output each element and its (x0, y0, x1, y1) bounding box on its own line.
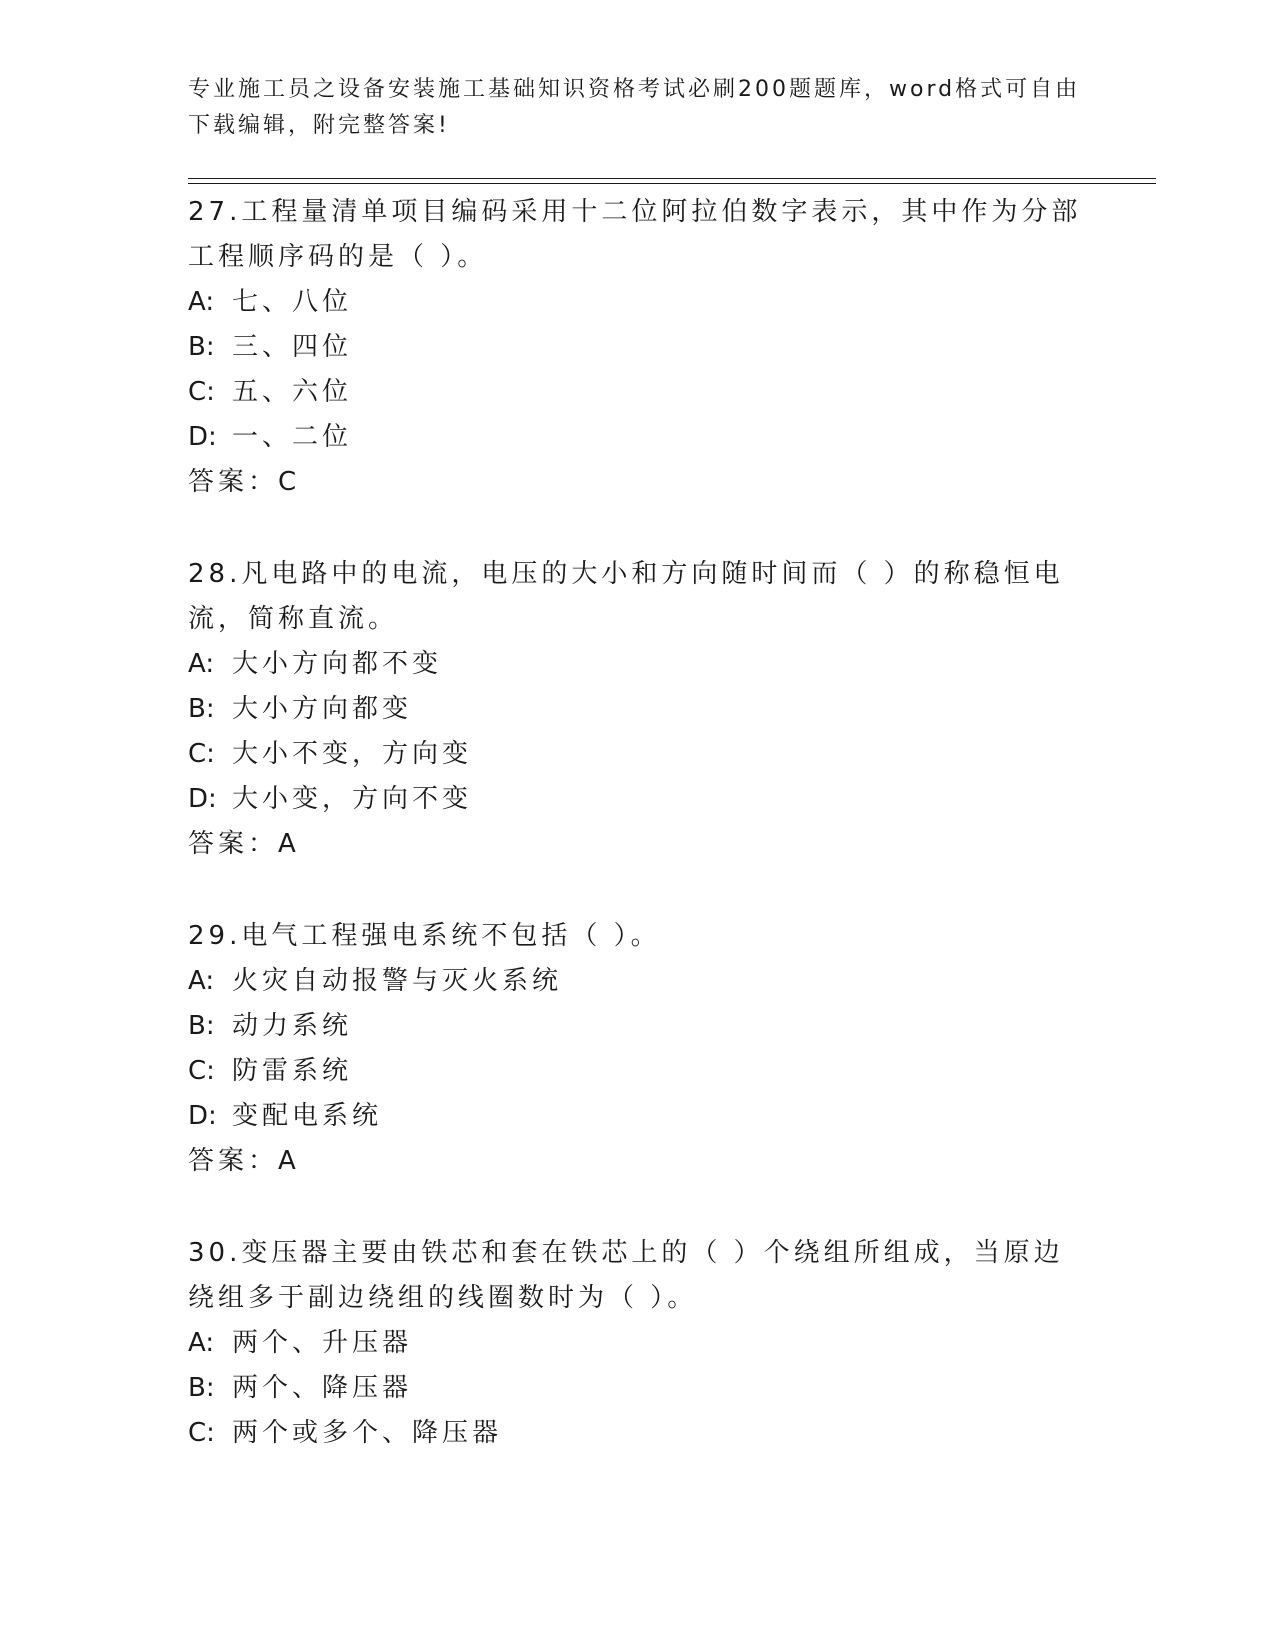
option-key: C: (188, 377, 215, 407)
option-d (188, 777, 1088, 822)
option-key: A: (188, 966, 215, 996)
option-text: 两个、升压器 (232, 1328, 413, 1358)
question-30 (188, 1231, 1088, 1456)
option-c (188, 1049, 1088, 1094)
option-text: 三、四位 (232, 332, 353, 362)
option-text: 火灾自动报警与灭火系统 (232, 966, 563, 996)
option-text: 大小变，方向不变 (232, 784, 473, 814)
option-a (188, 1321, 1088, 1366)
question-stem: 30.变压器主要由铁芯和套在铁芯上的（ ）个绕组所组成，当原边绕组多于副边绕组的线圈数时为（ ）。 (188, 1238, 1064, 1313)
option-b (188, 687, 1088, 732)
question-stem: 27.工程量清单项目编码采用十二位阿拉伯数字表示，其中作为分部工程顺序码的是（ ）。 (188, 197, 1082, 272)
option-text: 两个、降压器 (232, 1373, 413, 1403)
option-key: B: (188, 694, 215, 724)
option-key: A: (188, 287, 215, 317)
option-key: C: (188, 739, 215, 769)
question-27 (188, 190, 1088, 505)
option-a (188, 642, 1088, 687)
option-key: B: (188, 1373, 215, 1403)
question-stem: 29.电气工程强电系统不包括（ ）。 (188, 921, 661, 951)
option-text: 七、八位 (232, 287, 353, 317)
option-c (188, 370, 1088, 415)
option-b (188, 1004, 1088, 1049)
option-text: 变配电系统 (232, 1101, 383, 1131)
option-key: B: (188, 1011, 215, 1041)
option-text: 动力系统 (232, 1011, 353, 1041)
header-divider-top (188, 178, 1156, 179)
option-d (188, 1094, 1088, 1139)
question-29 (188, 914, 1088, 1184)
header-divider-bottom (188, 183, 1156, 184)
answer-line: 答案：C (188, 467, 301, 497)
option-c (188, 1411, 1088, 1456)
option-b (188, 325, 1088, 370)
option-key: D: (188, 784, 217, 814)
document-header: 专业施工员之设备安装施工基础知识资格考试必刷200题题库，word格式可自由下载编辑，附完整答案! (188, 77, 1081, 138)
question-stem: 28.凡电路中的电流，电压的大小和方向随时间而（ ）的称稳恒电流，简称直流。 (188, 559, 1064, 634)
option-key: C: (188, 1418, 215, 1448)
option-key: A: (188, 649, 215, 679)
option-b (188, 1366, 1088, 1411)
question-28 (188, 552, 1088, 867)
option-key: D: (188, 422, 217, 452)
option-key: C: (188, 1056, 215, 1086)
option-c (188, 732, 1088, 777)
option-d (188, 415, 1088, 460)
option-a (188, 280, 1088, 325)
option-text: 五、六位 (232, 377, 353, 407)
option-key: D: (188, 1101, 217, 1131)
option-text: 大小方向都不变 (232, 649, 443, 679)
option-key: A: (188, 1328, 215, 1358)
answer-line: 答案：A (188, 1146, 300, 1176)
answer-line: 答案：A (188, 829, 300, 859)
option-text: 一、二位 (232, 422, 353, 452)
option-key: B: (188, 332, 215, 362)
option-a (188, 959, 1088, 1004)
option-text: 防雷系统 (232, 1056, 353, 1086)
option-text: 大小不变，方向变 (232, 739, 473, 769)
option-text: 大小方向都变 (232, 694, 413, 724)
option-text: 两个或多个、降压器 (232, 1418, 503, 1448)
